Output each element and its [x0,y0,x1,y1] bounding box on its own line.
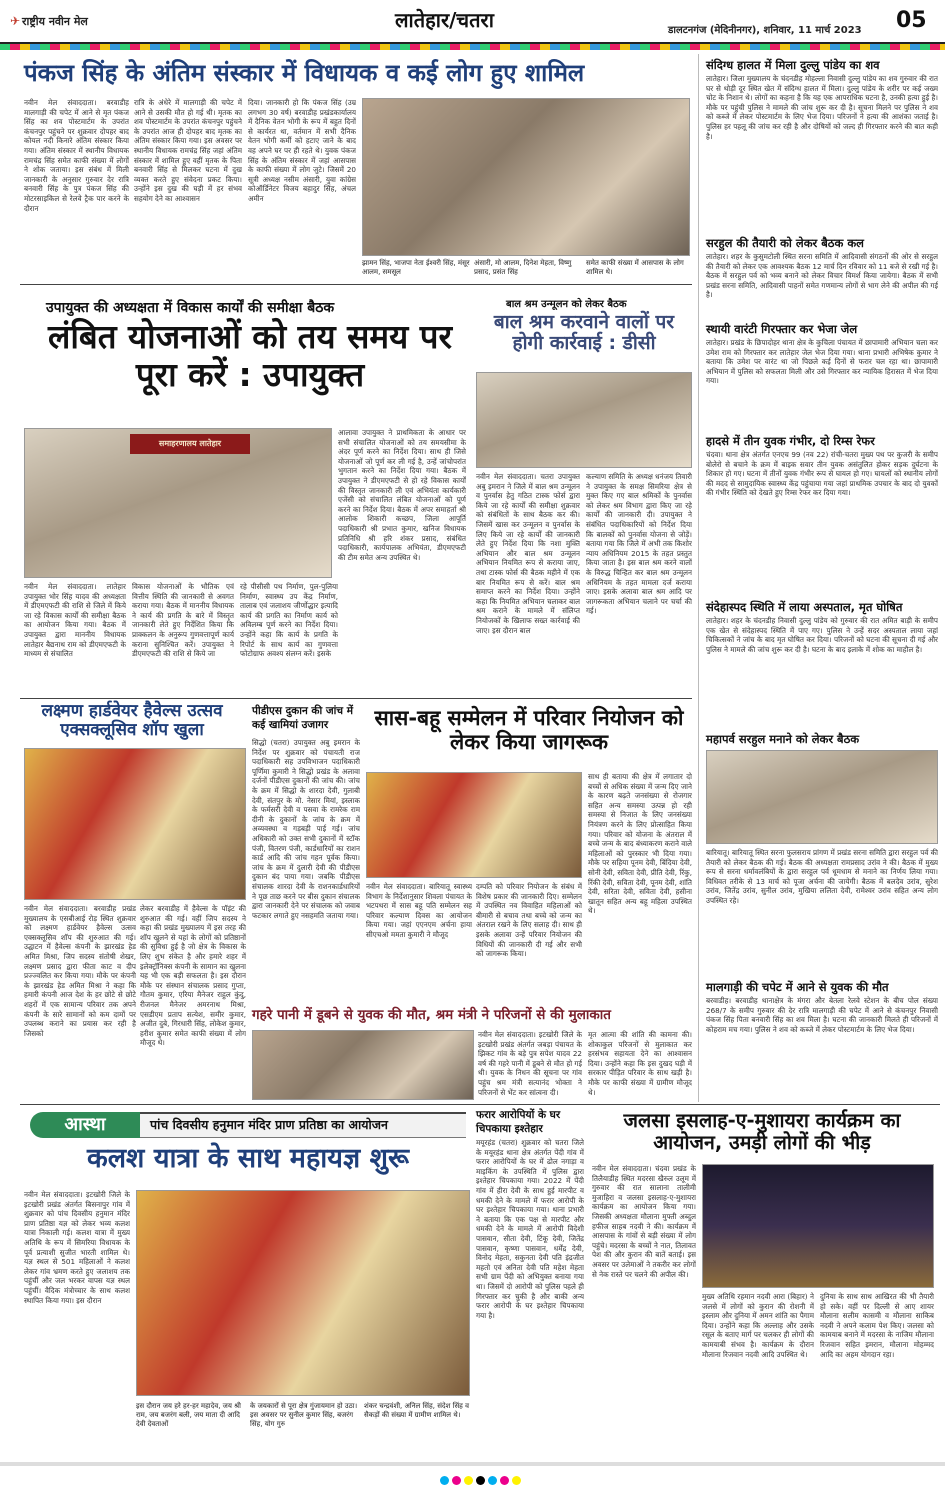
story10-photo [702,1164,934,1288]
sidebar-headline: हादसे में तीन युवक गंभीर, दो रिम्स रेफर [706,434,875,448]
sidebar-headline: मालगाड़ी की चपेट में आने से युवक की मौत [706,980,889,994]
story1-photo [362,98,690,256]
sidebar-divider [698,54,699,1102]
story6-photo [366,772,582,878]
story7-col2: मृत आत्मा की शांति की कामना की। शोकाकुल परिजनों से मुलाकात कर हरसंभव सहायता देने का आश्वासन दिया। उन्होंने कहा कि इस दुखद घड़ी में सरकार पीड़ित परिवार के साथ खड़ी है। मौके पर काफी संख्या में ग्रामीण मौजूद थे। [588,1030,692,1097]
bird-logo-icon: ✈ [10,14,21,28]
story3-photo [476,372,692,468]
color-registration-dots [440,1470,524,1489]
divider [20,1104,940,1105]
sidebar-text: लातेहार। जिला मुख्यालय के चंदनडीह मोहल्ला निवासी दुल्लु पांडेय का शव गुरुवार की रात घर से थोड़ी दूर स्थित खेत में संदिग्ध हालत में मिला। दुल्लु पांडेय के शरीर पर कई जख्म चोट के निशान थे। लोगों का कहना है कि यह एक आपराधिक घटना है, उनकी हत्या हुई है। मौके पर पहुंची पुलिस ने मामले की जांच शुरू कर दी है। सूचना मिलने पर पुलिस ने शव को कब्जे में लेकर पोस्टमार्टम के लिए भेज दिया। परिजनों ने हत्या की आशंका जताई है। पुलिस हर पहलू की जांच कर रही है और दोषियों को जल्द ही गिरफ्तार करने की बात कही है। [706,74,938,141]
story9-col1: मयूरहंड (चतरा) शुक्रवार को चतरा जिले के मयूरहंड थाना क्षेत्र अंतर्गत पेंदी गांव में फरार आरोपियों के घर में ढोल नगाड़ा व माइकिंग के उपस्थिति में पुलिस द्वारा इश्तेहार चिपकाया गया। 2022 में पेंदी गांव में हीरा देवी के साथ हुई मारपीट व धमकी देने के मामले में फरार आरोपी के घर इश्तेहार चिपकाया गया। थाना प्रभारी ने बताया कि एक पक्ष से मारपीट और धमकी देने के मामले में आरोपी विदेशी पासवान, सीता देवी, टिंकू देवी, जितेंद्र पासवान, कृष्णा पासवान, धर्मेंद्र देवी, विनोद मेहता, सकुनता देवी पति इंद्रजीत महतो एवं अनिता देवी पति महेश मेहता सभी ग्राम पेंदी को अभियुक्त बनाया गया था। जिसमें दो आरोपी को पुलिस पहले ही गिरफ्तार कर चुकी है और बाकी अन्य फरार आरोपी के घर इश्तेहार चिपकाया गया है। [476,1138,584,1320]
story1-headline: पंकज सिंह के अंतिम संस्कार में विधायक व कई लोग हुए शामिल [24,59,585,87]
sidebar-text: चंदवा। थाना क्षेत्र अंतर्गत एनएच 99 (नव 22) रांची-चतरा मुख्य पथ पर कुजरी के समीप बोलेरो से बचाने के क्रम में बाइक सवार तीन युवक असंतुलित होकर सड़क दुर्घटना के शिकार हो गए। घटना में तीनों युवक गंभीर रूप से घायल हो गए। घायलों को स्थानीय लोगों की मदद से सामुदायिक स्वास्थ्य केंद्र पहुंचाया गया जहां प्राथमिक उपचार के बाद दो युवकों की गंभीर स्थिति को देखते हुए रिम्स रेफर कर दिया गया। [706,450,938,498]
sidebar-text: लातेहार। शहर के कुसुमटोली स्थित सरना समिति में आदिवासी संगठनों की ओर से सरहुल की तैयारी को लेकर एक आवश्यक बैठक 12 मार्च दिन रविवार को 11 बजे से रखी गई है। बैठक में सरहुल पर्व को भव्य बनाने को लेकर विचार विमर्श किया जायेगा। बैठक में सभी प्रखंड सरना समिति, आदिवासी पाहनों समेत गणमान्य लोगों से भाग लेने की अपील की गई है। [706,252,938,300]
color-strip-top [0,44,945,50]
story2-col3: रहे पीसीसी पथ निर्माण, पुल-पुलिया निर्माण, स्वास्थ्य उप केंद्र निर्माण, तालाब एवं जलाशय जीर्णोद्धार इत्यादि कार्य की प्रगति का निर्माण कार्य को अविलम्ब पूर्ण करने का निर्देश दिया। उन्होंने कहा कि कार्य के प्रगति के रिपोर्ट के साथ कार्य का गुणवत्ता फोटोग्राफ अवश्य संलग्न करें। इसके [240,582,338,659]
story8-caption2: के जयकारों से पूरा क्षेत्र गुंजायमान हो उठा। इस अवसर पर सुनील कुमार सिंह, बजरंग सिंह, योग गुरु [250,1402,358,1428]
story1-caption3: समेत काफी संख्या में आसपास के लोग शामिल थे। [586,259,684,276]
page-number: 05 [896,8,927,33]
divider [20,698,692,699]
story1-col1: नवीन मेल संवाददाता। बरवाडीह मालगाड़ी की चपेट में आने से मृत पंकज सिंह का शव पोस्टमार्टम के उपरांत कंचनपुर पहुंचने पर शुक्रवार दोपहर बाद कोयल नदी किनारे अंतिम संस्कार किया गया। अंतिम संस्कार में स्थानीय विधायक रामचंद्र सिंह समेत काफी संख्या में लोगों ने शोक जताया। इस संबंध में मिली जानकारी के अनुसार गुरुवार देर रात्रि बनवारी सिंह के पुत्र पंकज सिंह की मोटरसाइकिल से रेलवे ट्रैक पार करने के दौरान [24,98,129,213]
sidebar-headline: संदिग्ध हालत में मिला दुल्लु पांडेय का शव [706,58,880,72]
divider [20,284,692,285]
story4-headline: लक्ष्मण हार्डवेयर हैवेल्स उत्सव एक्सक्लूसिव शॉप खुला [41,701,223,740]
sidebar-text: लातेहार। प्रखंड के छिपादोहर थाना क्षेत्र के कुचिला पंचायत में छापामारी अभियान चला कर उमेश राम को गिरफ्तार कर लातेहार जेल भेज दिया गया। थाना प्रभारी अभिषेक कुमार ने बताया कि उमेश पर वारंट था जो पिछले कई दिनों से फरार चल रहा था। छापामारी अभियान में पुलिस को सफलता मिली और उसे गिरफ्तार कर न्यायिक हिरासत में भेज दिया गया। [706,338,938,386]
story4-col2: लेकर बरवाडीह में हैवेल्स के पॉइंट की शुरुआत की गई। वहीं जिप सदस्य ने कहा की प्रखंड मुख्यालय में इस तरह की शॉप खुलने से यहां के लोगों को प्रतिष्ठानों की सुविधा हुई है जो क्षेत्र के विकास के लिए शुभ संकेत है और हमारे शहर में इलेक्ट्रॉनिक्स कंपनी के सामान का खुलना यह भी एक बड़ी सफलता है। इस दौरान मौके पर संस्थान संचालक प्रसाद गुप्ता, गौतम कुमार, एरिया मैनेजर राहुल कुंदु, रीजनल मैनेजर अमरनाथ मिश्रा, एसडीएम प्रताप सत्येश, समीर कुमार, अजीत दुबे, गिरधारी सिंह, लोकेश कुमार, हरीश कुमार समेत काफी संख्या में लोग मौजूद थे। [140,904,246,1048]
story9-kicker: फरार आरोपियों के घर चिपकाया इश्तेहार [476,1109,561,1135]
story10-col3: दुनिया के साथ साथ आखिरत की भी तैयारी हो सके। वहीं पर दिल्ली से आए शायर मौलाना सलीम कासमी व मौलाना साकिब नदवी ने अपने कलाम पेश किए। जलसा को कामयाब बनाने में मदरसा के नाजिम मौलाना रिजवान सहित इमरान, मौलाना मोहम्मद आदि का अहम योगदान रहा। [820,1292,934,1359]
story2-col4: आलावा उपायुक्त ने प्राथमिकता के आधार पर सभी संचालित योजनाओं को तय समयसीमा के अंदर पूर्ण करने का निर्देश दिया। साथ ही जिसे योजनाओं जो पूर्ण कर ली गई है, उन्हें जांचोपरांत भुगतान करने का निर्देश दिया गया। बैठक में उपायुक्त ने डीएमएफटी से हो रहे विकास कार्यों की विस्तृत जानकारी ली एवं अभियंता कार्यकारी एजेंसी को संचालित लंबित योजनाओं को पूर्ण करने का निर्देश दिया। बैठक में अपर समाहर्ता श्री आलोक शिकारी कच्छप, जिला आपूर्ति पदाधिकारी श्री प्रभात कुमार, खनिज विधायक प्रतिनिधि श्री हरि शंकर प्रसाद, संबंधित पदाधिकारी, कार्यपालक अभियंता, डीएमएफटी की टीम समेत अन्य उपस्थित थे। [338,428,466,562]
story8-col1: नवीन मेल संवाददाता। इटखोरी जिले के इटखोरी प्रखंड अंतर्गत बिसनापुर गांव में शुक्रवार को पांच दिवसीय हनुमान मंदिर प्राण प्रतिष्ठा यज्ञ को लेकर भव्य कलश यात्रा निकाली गई। कलश यात्रा में मुख्य अतिथि के रूप में सिमरिया विधायक के पूर्व प्रत्याशी सुजीत भारती शामिल थे। यज्ञ स्थल से 501 महिलाओं ने कलश लेकर गांव भ्रमण करते हुए जलाशय तक पहुंचीं और जल भरकर वापस यज्ञ स्थल पहुंचीं। वैदिक मंत्रोच्चार के साथ कलश स्थापित किया गया। इस दौरान [24,1190,130,1305]
story1-col3: दिया। जानकारी हो कि पंकज सिंह (उम्र लगभग 30 वर्ष) बरवाडीह प्रखंडकार्यालय में दैनिक वेतन भोगी के रूप में बहुत दिनों से कार्यरत था, वर्तमान में सभी दैनिक वेतन भोगी कर्मी को हटाए जाने के बाद वह अपने घर पर ही रहते थे। युवक पंकज सिंह के अंतिम संस्कार में जहां आसपास के काफी संख्या में लोग जुटे। जिसमें 20 सूत्री अध्यक्ष नसीम अंसारी, युवा कांग्रेस कोऑर्डिनेटर विजय बहादुर सिंह, अंचल अमीन [248,98,356,203]
story6-headline: सास-बहू सम्मेलन में परिवार नियोजन को लेकर किया जागरूक [374,706,684,755]
story6-col2: दम्पति को परिवार नियोजन के संबंध में विशेष प्रकार की जानकारी दिए। सम्मेलन में उपस्थित नव विवाहित महिलाओं को बीमारी से बचाव तथा बच्चे को जन्म का अंतराल रखने के लिए सलाह दी। साथ ही इसके अलावा उन्हें परिवार नियोजन की विधियों की जानकारी दी गई और सभी को जागरूक किया। [476,882,582,959]
story8-caption3: शंकर चन्द्रवंशी, अनिल सिंह, संदेश सिंह व सैकड़ों की संख्या में ग्रामीण शामिल थे। [364,1402,470,1419]
story4-photo [24,748,246,900]
brand-name: राष्ट्रीय नवीन मेल [22,15,88,28]
sidebar-headline: स्थायी वारंटी गिरफ्तार कर भेजा जेल [706,322,858,336]
story8-caption1: इस दौरान जय हरे हर-हर महादेव, जय श्री राम, जय बजरंग बली, जय माता दी आदि देवी देवताओं [136,1402,241,1428]
story7-col1: नवीन मेल संवाददाता। इटखोरी जिले के इटखोरी प्रखंड अंतर्गत जबड़ा पंचायत के झिकट गांव के बड़े पुत्र सपेश यादव 22 वर्ष की गहरे पानी में डूबने से मौत हो गई थी। युवक के निधन की सूचना पर गांव पहुंच श्रम मंत्री सत्यानंद भोक्ता ने परिजनों से भेंट कर सांत्वना दी। [478,1030,582,1097]
story2-col1: नवीन मेल संवाददाता। लातेहार उपायुक्त भोर सिंह यादव की अध्यक्षता में डीएमएफटी की राशि से जिले में किये जा रहे विकास कार्यों की समीक्षा बैठक का आयोजन किया गया। बैठक में उपायुक्त द्वारा माननीय विधायक लातेहार बैद्यनाथ राम को डीएमएफटी के माध्यम से संचालित [24,582,126,659]
story5-col1: सिद्धो (चतरा) उपायुक्त अबु इमरान के निर्देश पर शुक्रवार को पंचायती राज पदाधिकारी सह उपविभाजन पदाधिकारी पूर्णिमा कुमारी ने सिद्धो प्रखंड के अलावा दर्जनों पीडीएस दुकानों की जांच की। जांच के क्रम में सिद्धो के शारदा देवी, गुलाबी देवी, संतपुर के मो. नेसार मियां, इस्लाक के फर्मसरी देवी व पसवा के रामरेक राम दीनी के दुकानों के जांच के क्रम में अव्यवस्था व गड़बड़ी पाई गई। जांच अधिकारी को उक्त सभी दुकानों में स्टॉक पंजी, वितरण पंजी, कार्डधारियों का राशन कार्ड आदि की जांच गहन पूर्वक किया। जांच के क्रम में दुलारी देवी की पीडीएस दुकान बंद पाया गया। जबकि पीडीएस संचालक शारदा देवी के राशनकार्डधारियों ने पूछ ताछ करने पर बीस दुकान संचालक द्वारा जानकारी देने पर संचालक को जवाब फटकार लगाते हुए नसहमति जताया गया। [252,738,360,920]
story2-col2: विकास योजनाओं के भौतिक एवं वित्तीय स्थिति की जानकारी से अवगत कराया गया। बैठक में माननीय विधायक ने कार्य की प्रगति के बारे में विस्तृत जानकारी लेते हुए निर्देशित किया कि प्राक्कलन के अनुरूप गुणवत्तापूर्ण कार्य कराना सुनिश्चित करें। उपायुक्त ने डीएमएफटी की राशि से किये जा [132,582,234,659]
story8-kicker: पांच दिवसीय हनुमान मंदिर प्राण प्रतिष्ठा का आयोजन [140,1112,466,1138]
story6-col1: नवीन मेल संवाददाता। बारियातू स्वास्थ्य विभाग के निर्देशानुसार शिवला पंचायत के भटपथरा में सास बहू पति सम्मेलन सह परिवार कल्याण दिवस का आयोजन किया गया। जहां एएनएम अर्चना हाया सीएचओ ममता कुमारी ने मौजूद [366,882,472,939]
footer-rule [0,1462,945,1466]
sidebar-text: बारियातू। बारियातू स्थित सरना फुलसराय प्रांगण में प्रखंड सरना समिति द्वारा सरहुल पर्व की तैयारी को लेकर बैठक की गई। बैठक की अध्यक्षता रामप्रसाद उरांव ने की। बैठक में मुख्य रूप से सरना धर्मावलंबियों के द्वारा सरहुल पर्व धूमधाम से मनाने का निर्णय लिया गया। विधिवत तरीके से 13 मार्च को पूजा अर्चना की जायेगी। बैठक में बलदेव उरांव, सुरेश उरांव, जितेंद्र उरांव, सुनील उरांव, मुखिया ललिता देवी, रामेश्वर उरांव सहित अन्य लोग उपस्थित रहे। [706,848,938,905]
aastha-tag: आस्था [30,1112,140,1138]
story7-photo [252,1030,474,1100]
story2-kicker: उपायुक्त की अध्यक्षता में विकास कार्यों की समीक्षा बैठक [46,300,335,316]
collectorate-sign: समाहरणालय लातेहार [130,434,250,454]
sidebar-headline: महापर्व सरहुल मनाने को लेकर बैठक [706,732,860,746]
sidebar-photo [706,750,938,844]
story8-photo [136,1190,470,1396]
story2-headline: लंबित योजनाओं को तय समय पर पूरा करें : उपायुक्त [47,317,453,394]
story6-col3: साथ ही बताया की क्षेत्र में लगातार दो बच्चों से अधिक संख्या में जन्म दिए जाने के कारण बढ़ते जनसंख्या से रोजगार सहित अन्य समस्या उत्पन्न हो रही समस्या से निजात के लिए जनसंख्या नियंत्रण करने के लिए प्रोत्साहित किया गया। परिवार को योजना के अंतराल में बच्चे जन्म के बाद बंध्याकरण कराने वाले महिलाओं को पुरस्कार भी दिया गया। मौके पर सहिया पूनम देवी, बिंदिया देवी, सोनी देवी, सविता देवी, प्रीति देवी, रिंकु, रिंकी देवी, सविता देवी, पूनम देवी, शांति देवी, सरिता देवी, सविता देवी, हसीना खातून सहित अन्य बहू महिला उपस्थित थे। [588,772,692,916]
sidebar-text: बरवाडीह। बरवाडीह थानाक्षेत्र के मंगरा और बेतला रेलवे स्टेशन के बीच पोल संख्या 268/7 के समीप गुरुवार की देर रात्रि मालगाड़ी की चपेट में आने से कंचनपुर निवासी पंकज सिंह पिता बनवारी सिंह का शव मिला है। घटना की जानकारी मिलते ही परिजनों में कोहराम मच गया। पुलिस ने शव को कब्जे में लेकर पोस्टमार्टम के लिए भेज दिया। [706,996,938,1034]
story8-headline: कलश यात्रा के साथ महायज्ञ शुरू [87,1143,409,1174]
story4-col1: नवीन मेल संवाददाता। बरवाडीह प्रखंड मुख्यालय के एसबीआई रोड़ स्थित शुक्रवार को लक्ष्मण हार्डवेयर हैवेल्स उत्सव एक्सक्लूसिव शॉप की शुरुआत की गई। उद्घाटन में हैवेल्स कंपनी के झारखंड हेड अमित मिश्रा, जिप सदस्य संतोषी शेखर, लक्ष्मण प्रसाद द्वारा फीता काट व दीप प्रज्ज्वलित कर किया गया। मौके पर कंपनी के झारखंड हेड अमित मिश्रा ने कहा कि हमारी कंपनी आज देश के हर छोटे से छोटे शहरों में एक सामान्य परिवार तक अपने कंपनी के सारे सामानों को कम दामों पर उपलब्ध कराने का प्रयास कर रही है जिसको [24,904,136,1038]
story3-kicker: बाल श्रम उन्मूलन को लेकर बैठक [506,299,627,310]
sidebar-headline: संदेहास्पद स्थिति में लाया अस्पताल, मृत घोषित [706,600,903,614]
sidebar-headline: सरहुल की तैयारी को लेकर बैठक कल [706,236,864,250]
story10-headline: जलसा इसलाह-ए-मुशायरा कार्यक्रम का आयोजन, उमड़ी लोगों की भीड़ [623,1109,901,1155]
story10-col1: नवीन मेल संवाददाता। चंदवा प्रखंड के तिलैयाडीह स्थित मदरसा खैरुल उलूम में गुरुवार की रात सालाना तालीमी मुजाहिरा व जलसा इसलाह-ए-मुशायरा कार्यक्रम का आयोजन किया गया। जिसकी अध्यक्षता मौलाना मुफ्ती अब्दुल हफीज साहब नदवी ने की। कार्यक्रम में आसपास के गांवों से बड़ी संख्या में लोग पहुंचे। मदरसा के बच्चों ने नात, तिलावत पेश की और कुरान की बातें बताई। इस अवसर पर उलेमाओं ने तकरीर कर लोगों से नेक रास्ते पर चलने की अपील की। [592,1164,696,1279]
dateline: डालटनगंज (मेदिनीनगर), शनिवार, 11 मार्च 2023 [668,25,862,36]
story3-col1: नवीन मेल संवाददाता। चतरा उपायुक्त अबु इमरान ने जिले में बाल श्रम उन्मूलन व पुनर्वास हेतु गठित टास्क फोर्स द्वारा किये जा रहे कार्यों की समीक्षा शुक्रवार को संबंधितों के साथ बैठक कर की। जिसमें खास कर उन्मूलन व पुनर्वास के लिए किये जा रहे कार्यों की जानकारी लेते हुए निर्देश दिया कि नशा मुक्ति अभियान और बाल श्रम उन्मूलन अभियान नियमित रूप से कराया जाए, तथा टास्क फोर्स की बैठक महीने में एक बार नियमित रूप से करें। बाल श्रम समाप्त करने का निर्देश दिया। उन्होंने कहा कि नियमित अभियान चलाकर बाल श्रम कराने के मामले में संलिप्त नियोजकों के खिलाफ सख्त कार्रवाई की जाए। इस दौरान बाल [476,472,580,635]
story10-col2: मुख्य अतिथि रहमान नदवी आरा (बिहार) ने जलसे में लोगों को कुरान की रोशनी में इस्लाम और दुनिया में अमन शांति का पैगाम दिया। उन्होंने कहा कि अल्लाह और उसके रसूल के बताए मार्ग पर चलकर ही लोगों की कामयाबी संभव है। कार्यक्रम के दौरान मौलाना रिजवान नदवी आदि उपस्थित थे। [702,1292,814,1359]
story1-caption1: झामन सिंह, भाजपा नेता ईश्वरी सिंह, मंसूर आलम, समसूल [362,259,470,276]
story7-headline: गहरे पानी में डूबने से युवक की मौत, श्रम मंत्री ने परिजनों से की मुलाकात [252,1007,611,1023]
story1-caption2: अंसारी, मो आलम, दिनेश मेहता, विष्णु प्रसाद, प्रसंत सिंह [474,259,572,276]
section-title: लातेहार/चतरा [395,8,494,32]
sidebar-text: लातेहार। शहर के चंदनडीह निवासी दुल्लु पांडेय को गुरुवार की रात अमित बाड़ी के समीप एक खेत से संदेहास्पद स्थिति में पाए गए। पुलिस ने उन्हें सदर अस्पताल लाया जहां चिकित्सकों ने जांच के बाद मृत घोषित कर दिया। परिजनों को घटना की सूचना दी गई और पुलिस ने मामले की जांच शुरू कर दी है। घटना के बाद इलाके में शोक का माहौल है। [706,616,938,654]
story1-col2: रात्रि के अंधेरे में मालगाड़ी की चपेट में आने से उसकी मौत हो गई थी। मृतक का शव पोस्टमार्टम के उपरांत कंचनपुर पहुंचने के उपरांत आज ही दोपहर बाद मृतक का अंतिम संस्कार किया गया। इस अवसर पर स्थानीय विधायक रामचंद्र सिंह जहां अंतिम संस्कार में शामिल हुए वहीं मृतक के पिता बनवारी सिंह से मिलकर घटना में दुख व्यक्त करते हुए संवेदना प्रकट किया। उन्होंने इस दुख की घड़ी में हर संभव सहयोग देने का आश्वासन [134,98,242,203]
story5-kicker: पीडीएस दुकान की जांच में कई खामियां उजागर [252,705,353,731]
story3-headline: बाल श्रम करवाने वालों पर होगी कार्रवाई : डीसी [493,311,675,354]
story3-col2: कल्याण समिति के अध्यक्ष धनंजय तिवारी ने उपायुक्त के समक्ष सिमरिया क्षेत्र से मुक्त किए गए बाल श्रमिकों के पुनर्वास को लेकर श्रम विभाग द्वारा किए जा रहे कार्यों की जानकारी दी। उपायुक्त ने संबंधित पदाधिकारियों को निर्देश दिया कि बालकों को पुनर्वास योजना से जोड़ें। बताया गया कि जिले में अभी तक किशोर न्याय अधिनियम 2015 के तहत प्रस्तुत किया जाता है। इस बाल श्रम करने वालों के विरुद्ध चिन्हित कर बाल श्रम उन्मूलन अधिनियम के तहत मामला दर्ज कराया जाए। इसके अलावा बाल श्रम आदि पर जागरूकता अभियान चलाने पर चर्चा की गई। [586,472,692,616]
